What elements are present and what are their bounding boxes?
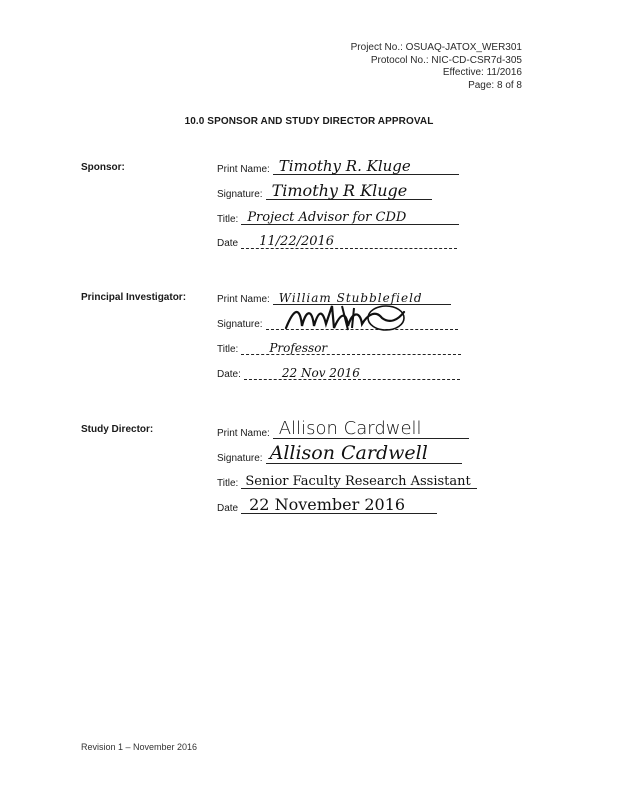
date-label: Date xyxy=(217,238,239,249)
sponsor-signature-line xyxy=(217,181,432,200)
protocol-number: Protocol No.: NIC-CD-CSR7d-305 xyxy=(370,54,522,66)
sd-print-name-value: Allison Cardwell xyxy=(278,418,422,439)
signature-label: Signature: xyxy=(217,453,263,464)
sponsor-print-name-line xyxy=(217,157,459,175)
date-label: Date xyxy=(217,503,239,514)
signature-label: Signature: xyxy=(217,189,263,200)
revision-footer: Revision 1 – November 2016 xyxy=(81,742,198,752)
sd-date-value: 22 November 2016 xyxy=(249,495,406,514)
sd-title-line xyxy=(217,474,477,489)
pi-title-line xyxy=(217,340,461,355)
sponsor-title-line xyxy=(217,210,459,225)
sd-signature: Allison Cardwell xyxy=(269,442,428,464)
page-number: Page: 8 of 8 xyxy=(468,79,522,91)
sponsor-title-value: Project Advisor for CDD xyxy=(247,210,407,225)
pi-signature-scrawl xyxy=(282,302,412,336)
document-header xyxy=(302,42,522,92)
pi-title-value: Professor xyxy=(269,341,328,355)
sponsor-date-value: 11/22/2016 xyxy=(259,234,335,249)
effective-date: Effective: 11/2016 xyxy=(442,67,522,78)
sd-title-value: Senior Faculty Research Assistant xyxy=(245,474,471,489)
sd-signature-line xyxy=(217,442,462,464)
pi-date-value: 22 Nov 2016 xyxy=(281,366,360,380)
sd-date-line xyxy=(217,495,437,514)
date-label: Date: xyxy=(217,369,241,380)
signature-label: Signature: xyxy=(217,319,263,330)
pi-print-name-value: William Stubblefield xyxy=(278,291,423,305)
study-director-label: Study Director: xyxy=(81,424,154,435)
print-name-label: Print Name: xyxy=(217,294,270,305)
sponsor-signature: Timothy R Kluge xyxy=(271,181,408,200)
title-label: Title: xyxy=(217,478,239,489)
project-number: Project No.: OSUAQ-JATOX_WER301 xyxy=(350,42,522,53)
pi-date-line xyxy=(217,365,460,380)
section-title: 10.0 SPONSOR AND STUDY DIRECTOR APPROVAL xyxy=(184,116,434,127)
principal-investigator-label: Principal Investigator: xyxy=(81,292,187,303)
sponsor-print-name-value: Timothy R. Kluge xyxy=(278,157,411,175)
print-name-label: Print Name: xyxy=(217,164,270,175)
sponsor-date-line xyxy=(217,234,457,249)
sd-print-name-line xyxy=(217,418,469,439)
title-label: Title: xyxy=(217,344,239,355)
print-name-label: Print Name: xyxy=(217,428,270,439)
title-label: Title: xyxy=(217,214,239,225)
sponsor-label: Sponsor: xyxy=(81,162,125,173)
